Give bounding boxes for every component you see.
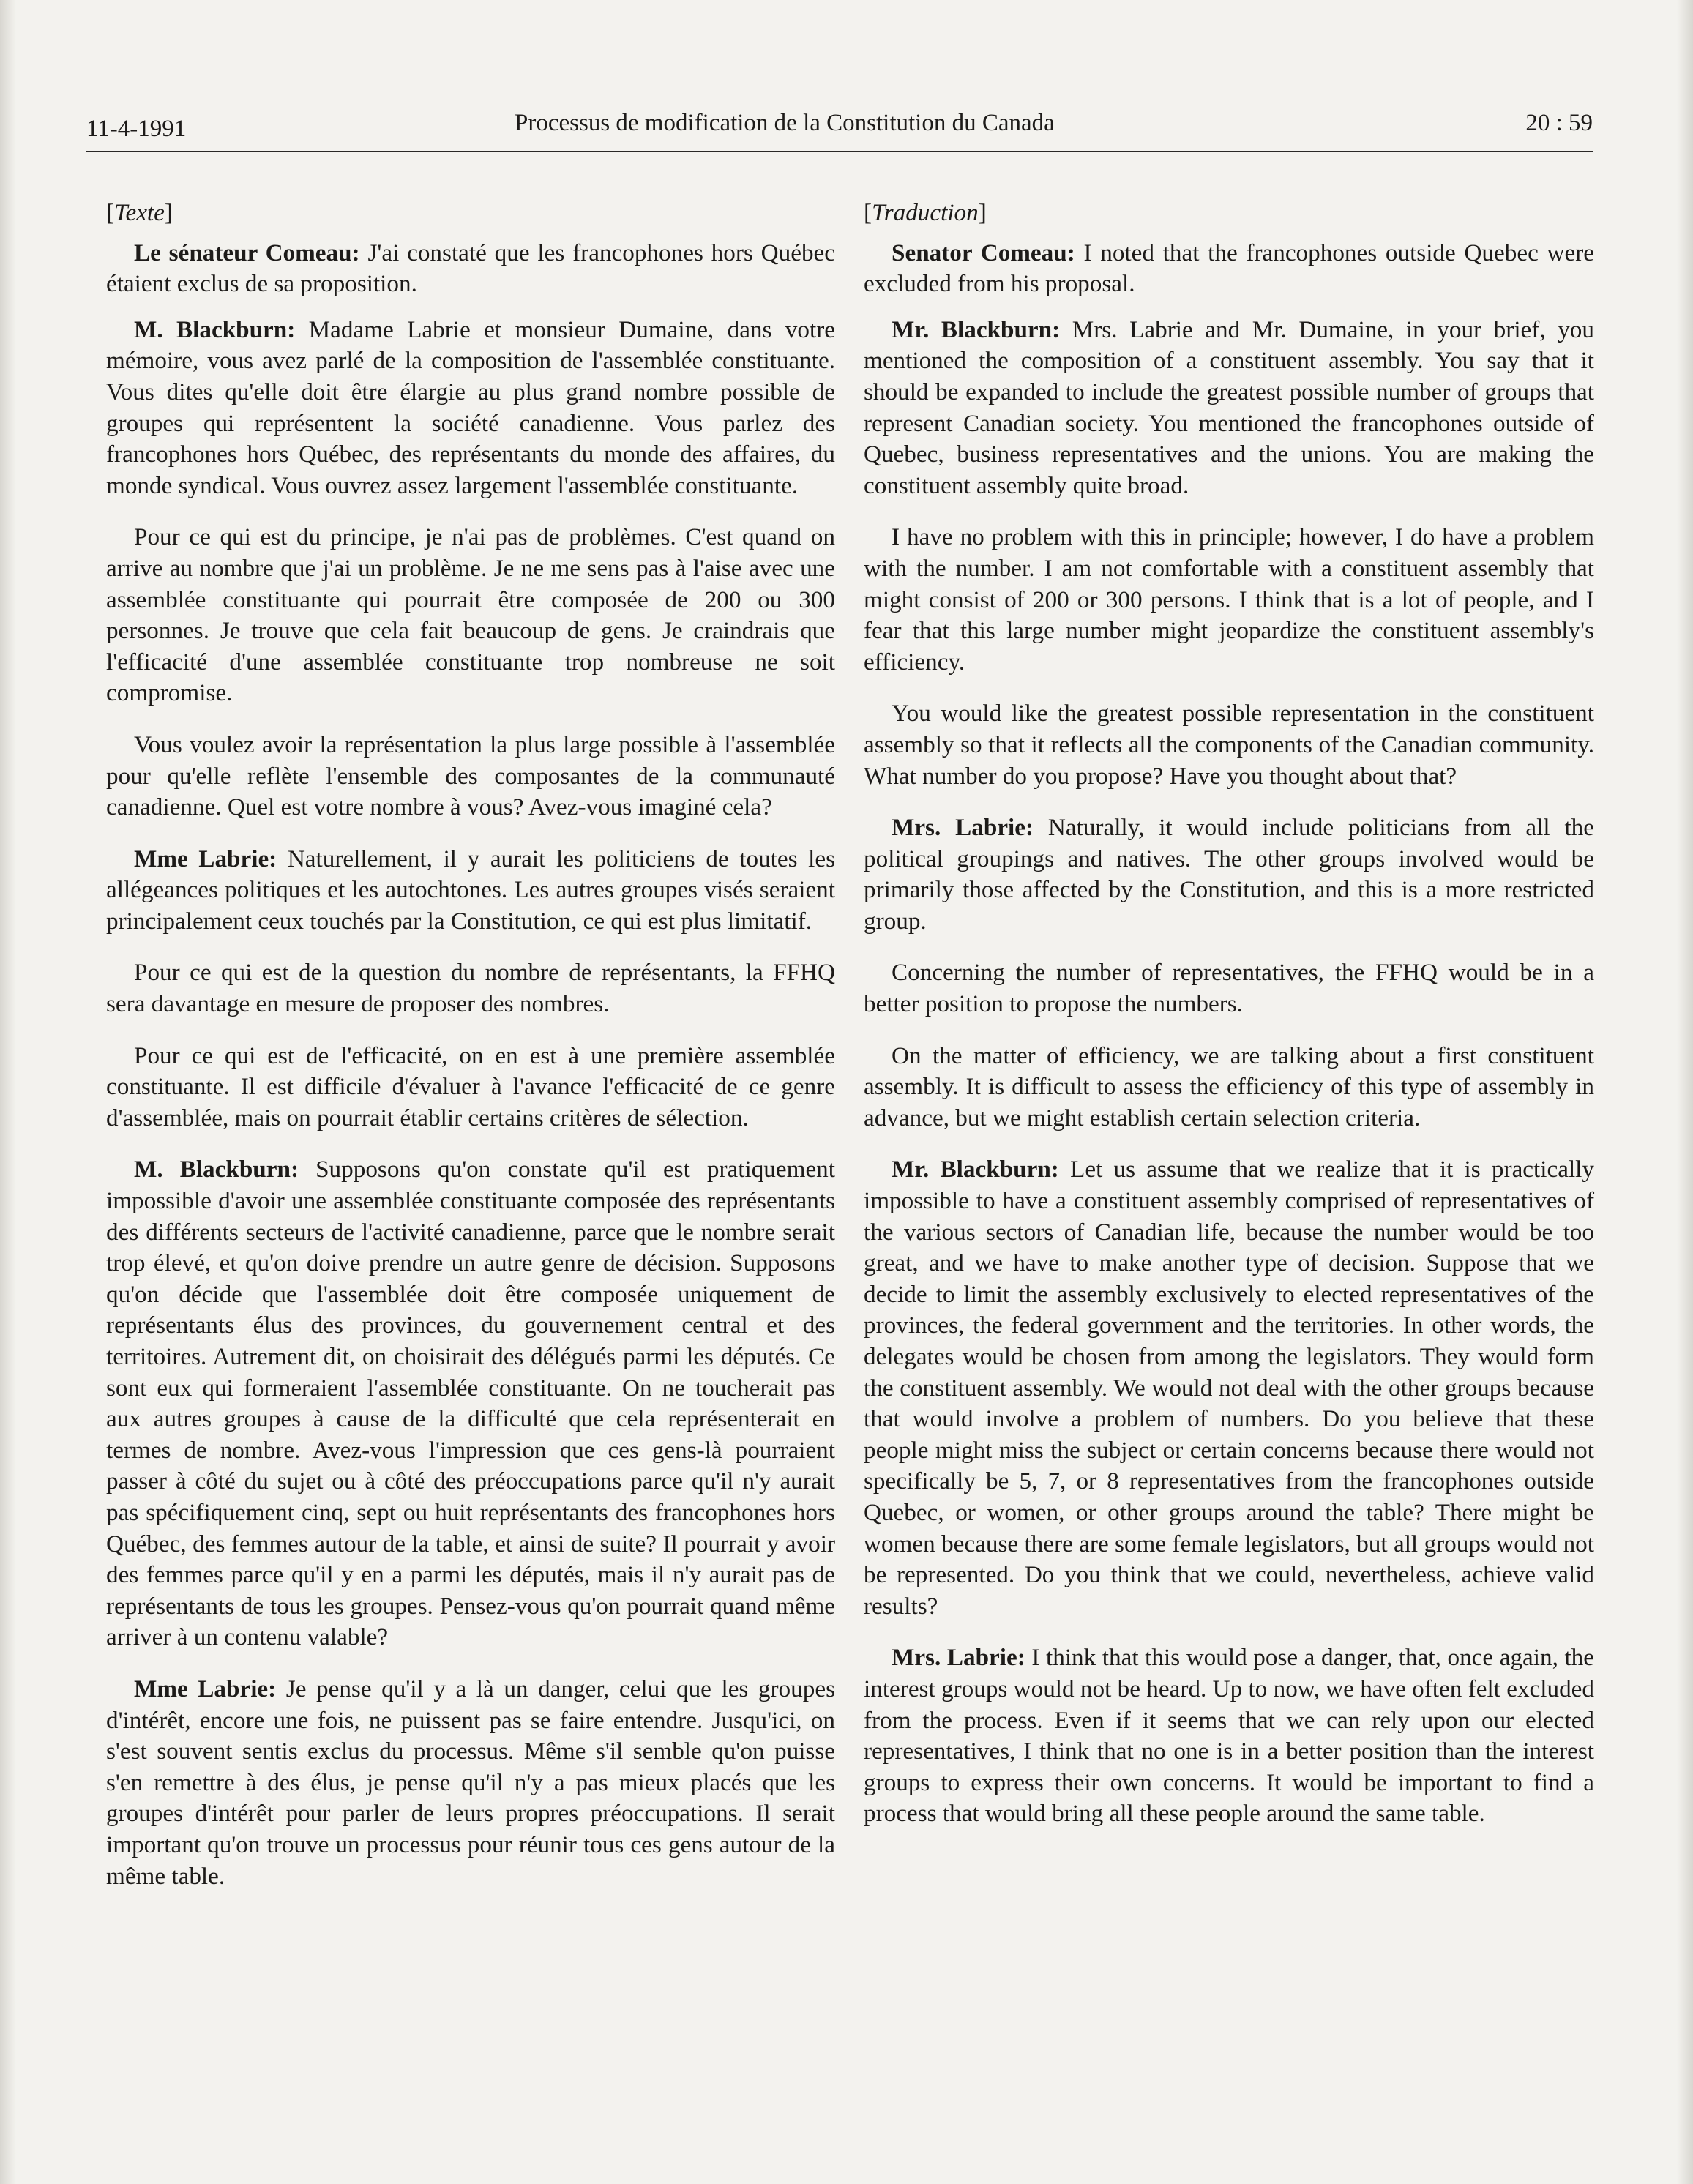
paragraph-text: Mrs. Labrie and Mr. Dumaine, in your brief, you mentioned the composition of a constituent assembly. You say that it should be expanded to include the greatest possible number of groups that represent Canadian society. You mentioned the francophones outside of Quebec, business representatives and the unions. You are making the constituent assembly quite broad. [864, 315, 1594, 499]
column-english [864, 198, 1594, 1850]
speaker-name: Mr. Blackburn: [892, 1156, 1059, 1183]
speaker-name: Mr. Blackburn: [892, 315, 1061, 343]
page-edge-left [0, 0, 16, 2184]
paragraph [864, 238, 1594, 300]
paragraph-text: Concerning the number of representatives, the FFHQ would be in a better position to propose the numbers. [864, 959, 1594, 1018]
paragraph-text: Madame Labrie et monsieur Dumaine, dans votre mémoire, vous avez parlé de la composition de l'assemblée constituante. Vous dites qu'elle doit être élargie au plus grand nombre possible de groupes qui représentent la société canadienne. Vous parlez des francophones hors Québec, des représentants du monde des affaires, du monde syndical. Vous ouvrez assez largement l'assemblée constituante. [106, 315, 835, 499]
paragraph-text: Je pense qu'il y a là un danger, celui que les groupes d'intérêt, encore une fois, ne puissent pas se faire entendre. Jusqu'ici, on s'est souvent sentis exclus du processus. Même s'il semble qu'on puisse s'en remettre à des élus, je pense qu'il n'y a pas mieux placés que les groupes d'intérêt pour parler de leurs propres préoccupations. Il serait important qu'on trouve un processus pour réunir tous ces gens autour de la même table. [106, 1675, 835, 1890]
paragraph [106, 844, 835, 938]
column-tag-texte: [Texte] [106, 199, 173, 226]
paragraph-text: Naturellement, il y aurait les politiciens de toutes les allégeances politiques et les autochtones. Les autres groupes visés seraient principalement ceux touchés par la Constitution, ce qui est plus limitatif. [106, 845, 835, 935]
paragraph [864, 1642, 1594, 1830]
paragraph [106, 1674, 835, 1892]
header-page-number: 20 : 59 [1525, 110, 1593, 136]
paragraph [864, 698, 1594, 792]
page-edge-right [1677, 0, 1693, 2184]
paragraph-text: Supposons qu'on constate qu'il est pratiquement impossible d'avoir une assemblée constituante composée des représentants des différents secteurs de l'activité canadienne, parce que le nombre serait trop élevé, et qu'on doive prendre un autre genre de décision. Supposons qu'on décide que l'assemblée doit être composée uniquement de représentants élus des provinces, du gouvernement central et des territoires. Autrement dit, on choisirait des délégués parmi les députés. Ce sont eux qui formeraient l'assemblée constituante. On ne toucherait pas aux autres groupes à cause de la difficulté que cela représenterait en termes de nombre. Avez-vous l'impression que ces gens-là pourraient passer à côté du sujet ou à côté des préoccupations parce qu'il n'y aurait pas spécifiquement cinq, sept ou huit représentants des francophones hors Québec, des femmes autour de la table, et ainsi de suite? Il pourrait y avoir des femmes parce qu'il y en a parmi les députés, mais il n'y aurait pas de représentants de tous les groupes. Pensez-vous qu'on pourrait quand même arriver à un contenu valable? [106, 1156, 835, 1651]
column-tag-label: Texte [114, 199, 165, 226]
paragraph [864, 957, 1594, 1020]
running-header [86, 108, 1593, 152]
paragraph-text: Pour ce qui est de l'efficacité, on en est à une première assemblée constituante. Il est difficile d'évaluer à l'avance l'efficacité de ce genre d'assemblée, mais on pourrait établir certains critères de sélection. [106, 1041, 835, 1132]
speaker-name: Mrs. Labrie: [892, 814, 1034, 842]
paragraph-text: Vous voulez avoir la représentation la plus large possible à l'assemblée pour qu'elle reflète l'ensemble des composantes de la communauté canadienne. Quel est votre nombre à vous? Avez-vous imaginé cela? [106, 730, 835, 821]
paragraph-text: I think that this would pose a danger, that, once again, the interest groups would not be heard. Up to now, we have often felt excluded from the process. Even if it seems that we can rely upon our elected representatives, I think that no one is in a better position than the interest groups to express their own concerns. It would be important to find a process that would bring all these people around the same table. [864, 1644, 1595, 1828]
column-french [106, 198, 835, 1912]
paragraph-text: Let us assume that we realize that it is practically impossible to have a constituent assembly comprised of representatives of the various sectors of Canadian life, because the number would be too great, and we have to make another type of decision. Suppose that we decide to limit the assembly exclusively to elected representatives of the provinces, the federal government and the territories. In other words, the delegates would be chosen from among the legislators. They would form the constituent assembly. We would not deal with the other groups because that would involve a problem of numbers. Do you believe that these people might miss the subject or certain concerns because there would not specifically be 5, 7, or 8 representatives from the francophones outside Quebec, or women, or other groups around the table? There might be women because there are some female legislators, but all groups would not be represented. Do you think that we could, nevertheless, achieve valid results? [864, 1156, 1594, 1620]
paragraph [106, 1154, 835, 1653]
speaker-name: M. Blackburn: [134, 315, 296, 343]
column-tag-traduction: [Traduction] [864, 199, 987, 226]
speaker-name: Mme Labrie: [134, 1675, 277, 1702]
paragraph-text: Pour ce qui est de la question du nombre de représentants, la FFHQ sera davantage en mesure de proposer des nombres. [106, 959, 835, 1018]
paragraph [106, 522, 835, 709]
paragraph [864, 1041, 1594, 1134]
paragraph-text: Naturally, it would include politicians from all the political groupings and natives. The other groups involved would be primarily those affected by the Constitution, and this is a more restricted group. [864, 814, 1594, 935]
speaker-name: M. Blackburn: [134, 1156, 299, 1183]
paragraph-text: I noted that the francophones outside Quebec were excluded from his proposal. [864, 239, 1594, 298]
header-title: Processus de modification de la Constitution du Canada [515, 110, 1055, 136]
speaker-name: Senator Comeau: [892, 239, 1075, 266]
header-date: 11-4-1991 [86, 116, 187, 142]
paragraph [106, 730, 835, 823]
paragraph [106, 238, 835, 300]
paragraph [864, 812, 1594, 937]
paragraph-text: J'ai constaté que les francophones hors Québec étaient exclus de sa proposition. [106, 239, 835, 298]
paragraph [106, 1041, 835, 1134]
paragraph-text: On the matter of efficiency, we are talking about a first constituent assembly. It is difficult to assess the efficiency of this type of assembly in advance, but we might establish certain selection criteria. [864, 1041, 1594, 1132]
paragraph [864, 522, 1594, 678]
paragraph [864, 1154, 1594, 1622]
column-tag-label: Traduction [872, 199, 979, 226]
paragraph-text: Pour ce qui est du principe, je n'ai pas de problèmes. C'est quand on arrive au nombre que j'ai un problème. Je ne me sens pas à l'aise avec une assemblée constituante qui pourrait être composée de 200 ou 300 personnes. Je trouve que cela fait beaucoup de gens. Je craindrais que l'efficacité d'une assemblée constituante trop nombreuse ne soit compromise. [106, 523, 835, 707]
paragraph-text: You would like the greatest possible representation in the constituent assembly so that it reflects all the components of the Canadian community. What number do you propose? Have you thought about that? [864, 700, 1594, 790]
paragraph-text: I have no problem with this in principle; however, I do have a problem with the number. I am not comfortable with a constituent assembly that might consist of 200 or 300 persons. I think that is a lot of people, and I fear that this large number might jeopardize the constituent assembly's efficiency. [864, 523, 1594, 676]
speaker-name: Mrs. Labrie: [892, 1644, 1025, 1672]
paragraph [106, 315, 835, 502]
paragraph [106, 957, 835, 1020]
paragraph [864, 315, 1594, 502]
speaker-name: Mme Labrie: [134, 845, 277, 872]
speaker-name: Le sénateur Comeau: [134, 239, 360, 266]
